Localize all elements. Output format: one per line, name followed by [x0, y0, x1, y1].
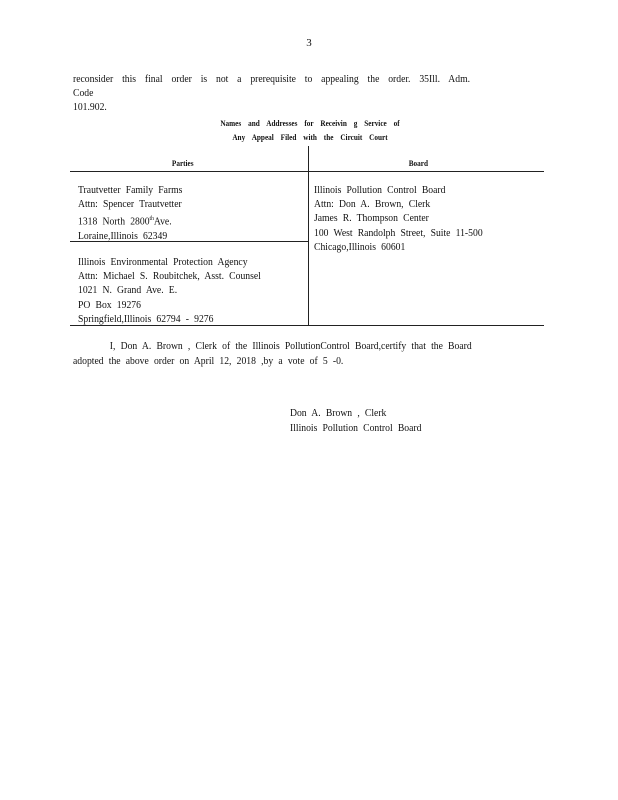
signature-org: Illinois Pollution Control Board	[290, 422, 422, 434]
intro-paragraph-line: reconsider this final order is not a prerequisite to appealing the order. 35Ill. Adm. Code	[73, 74, 471, 99]
page-number: 3	[306, 37, 312, 49]
party-attn: Attn: Spencer Trautvetter	[78, 199, 182, 211]
board-street: 100 West Randolph Street, Suite 11-500	[314, 227, 483, 239]
party-attn: Attn: Michael S. Roubitchek, Asst. Counsel	[78, 271, 261, 283]
board-column-header: Board	[408, 158, 428, 168]
board-building: James R. Thompson Center	[314, 213, 429, 225]
party-name: Trautvetter Family Farms	[78, 185, 183, 196]
service-heading-line: Any Appeal Filed with the Circuit Court	[232, 132, 388, 142]
signature-block	[290, 407, 421, 436]
signature-name: Don A. Brown , Clerk	[290, 408, 387, 419]
party-address-trautvetter	[78, 184, 182, 244]
parties-column-header: Parties	[171, 158, 194, 168]
board-name: Illinois Pollution Control Board	[314, 185, 446, 196]
service-heading-line: Names and Addresses for Receivin g Service of	[220, 118, 400, 128]
board-address	[314, 184, 483, 255]
intro-paragraph-line: 101.902.	[73, 102, 107, 113]
party-name: Illinois Environmental Protection Agency	[78, 257, 248, 268]
board-attn: Attn: Don A. Brown, Clerk	[314, 199, 431, 211]
party-city: Springfield,Illinois 62794 - 9276	[78, 313, 214, 325]
party-address-iepa	[78, 256, 261, 327]
certification-line: adopted the above order on April 12, 2018 ,by a vote of 5 -0.	[73, 356, 344, 367]
street-suffix-superscript: th	[149, 216, 154, 223]
table-header-rule	[70, 171, 544, 172]
certification-line: I, Don A. Brown , Clerk of the Illinois PollutionControl Board,certify that the Board	[109, 341, 472, 352]
party-street: 1318 North 2800thAve.	[78, 216, 172, 228]
intro-paragraph	[73, 73, 478, 115]
party-city: Loraine,Illinois 62349	[78, 231, 168, 243]
certification-paragraph	[73, 339, 496, 369]
table-column-divider	[308, 146, 309, 326]
board-city: Chicago,Illinois 60601	[314, 241, 406, 253]
party-street: 1021 N. Grand Ave. E.	[78, 285, 178, 297]
party-po-box: PO Box 19276	[78, 299, 141, 311]
